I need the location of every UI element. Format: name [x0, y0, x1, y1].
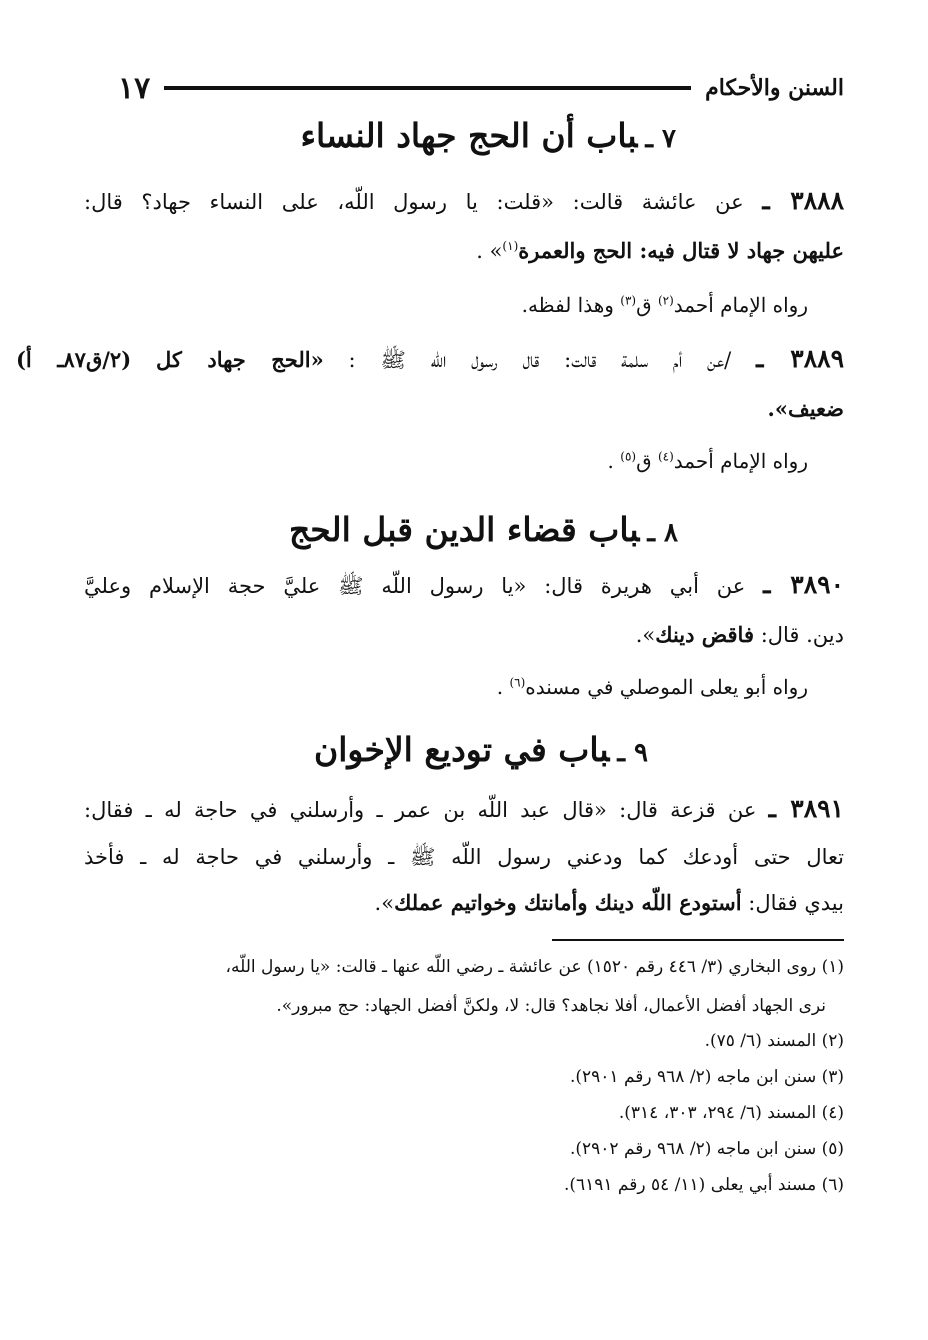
hadith-quote-end: ضعيف». [767, 396, 844, 421]
narration-text: رواه أبو يعلى الموصلي في مسنده [525, 675, 808, 699]
hadith-text: عن عائشة قالت: «قلت: يا رسول اللّه، على النساء جهاد؟ قال: [84, 190, 744, 214]
narration-end: . [496, 675, 510, 699]
hadith-3889-line-1 [16, 344, 844, 375]
hadith-3891-line-2 [84, 842, 844, 872]
hadith-text: تعال حتى أودعك كما ودعني رسول اللّه ﷺ ـ وأرسلني في حاجة له ـ فأخذ [84, 845, 844, 869]
hadith-number: ٣٨٨٨ ـ [762, 186, 844, 215]
section-number: ٩ ـ [617, 738, 648, 768]
footnote-5: (٥) سنن ابن ماجه (٢/ ٩٦٨ رقم ٢٩٠٢). [569, 1139, 844, 1159]
hadith-quote: عليهن جهاد لا قتال فيه: الحج والعمرة [518, 238, 844, 263]
hadith-3891-line-3 [84, 888, 844, 918]
footnote-ref-1: (١) [502, 239, 519, 253]
hadith-number: ٣٨٨٩ ـ [756, 344, 844, 373]
section-heading-9 [314, 730, 648, 769]
section-number: ٧ ـ [645, 124, 676, 154]
hadith-text: بيدي فقال: [748, 891, 844, 915]
hadith-3888-narration [522, 290, 808, 320]
hadith-quote: «الحج جهاد كل [155, 347, 324, 372]
section-number: ٨ ـ [647, 518, 678, 548]
footnote-ref-5: (٥) [620, 449, 637, 464]
footnote-3: (٣) سنن ابن ماجه (٢/ ٩٦٨ رقم ٢٩٠١). [569, 1067, 844, 1087]
footnote-ref-2: (٢) [657, 293, 674, 308]
hadith-quote: فاقض دينك [655, 622, 754, 647]
footnote-1: (١) روى البخاري (٣/ ٤٤٦ رقم ١٥٢٠) عن عائشة ـ رضي اللّه عنها ـ قالت: «يا رسول اللّه، [225, 957, 844, 977]
narration-text: رواه الإمام أحمد [673, 449, 808, 473]
footnote-ref-6: (٦) [509, 675, 526, 690]
footnote-6: (٦) مسند أبي يعلى (١١/ ٥٤ رقم ٦١٩١). [563, 1175, 844, 1195]
narration-q: ق [636, 293, 658, 317]
footnote-ref-4: (٤) [657, 449, 674, 464]
section-title: باب قضاء الدين قبل الحج [288, 510, 640, 549]
hadith-text: دين. قال: [760, 623, 844, 647]
hadith-3890-line-1 [84, 570, 844, 601]
footnote-1-continuation: نرى الجهاد أفضل الأعمال، أفلا نجاهد؟ قال: لا، ولكنَّ أفضل الجهاد: حج مبرور». [276, 996, 826, 1016]
hadith-3888-line-2 [84, 236, 844, 266]
narration-text: رواه الإمام أحمد [673, 293, 808, 317]
hadith-text-end: ». [374, 891, 395, 915]
section-heading-8 [289, 510, 678, 549]
hadith-text: /عن أم سلمة قالت: قال رسول اللّه ﷺ : [348, 348, 732, 372]
header-rule [164, 86, 691, 90]
hadith-text: عن قزعة قال: «قال عبد اللّه بن عمر ـ وأرسلني في حاجة له ـ فقال: [84, 798, 757, 822]
hadith-3888-line-1 [84, 186, 844, 217]
footnote-ref-3: (٣) [620, 293, 637, 308]
page-number: ١٧ [118, 70, 151, 106]
footnote-2: (٢) المسند (٦/ ٧٥). [704, 1031, 844, 1051]
hadith-quote: أستودع اللّه دينك وأمانتك وخواتيم عملك [394, 890, 742, 915]
narration-end: وهذا لفظه. [521, 293, 621, 317]
hadith-number: ٣٨٩١ ـ [768, 794, 844, 823]
hadith-3889-narration [608, 446, 808, 476]
footnote-separator [552, 939, 844, 941]
hadith-3890-narration [497, 672, 808, 702]
section-heading-7 [301, 116, 676, 155]
hadith-3889-line-2 [84, 394, 844, 424]
hadith-text-end: » . [476, 239, 503, 263]
manuscript-margin-note: (٢/ق٨٧ـ أ) [16, 347, 132, 372]
hadith-number: ٣٨٩٠ ـ [763, 570, 844, 599]
running-header [118, 70, 844, 106]
narration-q: ق [636, 449, 658, 473]
hadith-text-end: ». [635, 623, 656, 647]
footnote-4: (٤) المسند (٦/ ٢٩٤، ٣٠٣، ٣١٤). [618, 1103, 844, 1123]
section-title: باب أن الحج جهاد النساء [300, 116, 638, 155]
hadith-3891-line-1 [84, 794, 844, 825]
running-title: السنن والأحكام [705, 75, 844, 101]
hadith-3890-line-2 [84, 620, 844, 650]
hadith-text: عن أبي هريرة قال: «يا رسول اللّه ﷺ عليَّ حجة الإسلام وعليَّ [84, 574, 746, 598]
narration-end: . [607, 449, 621, 473]
section-title: باب في توديع الإخوان [314, 730, 610, 769]
